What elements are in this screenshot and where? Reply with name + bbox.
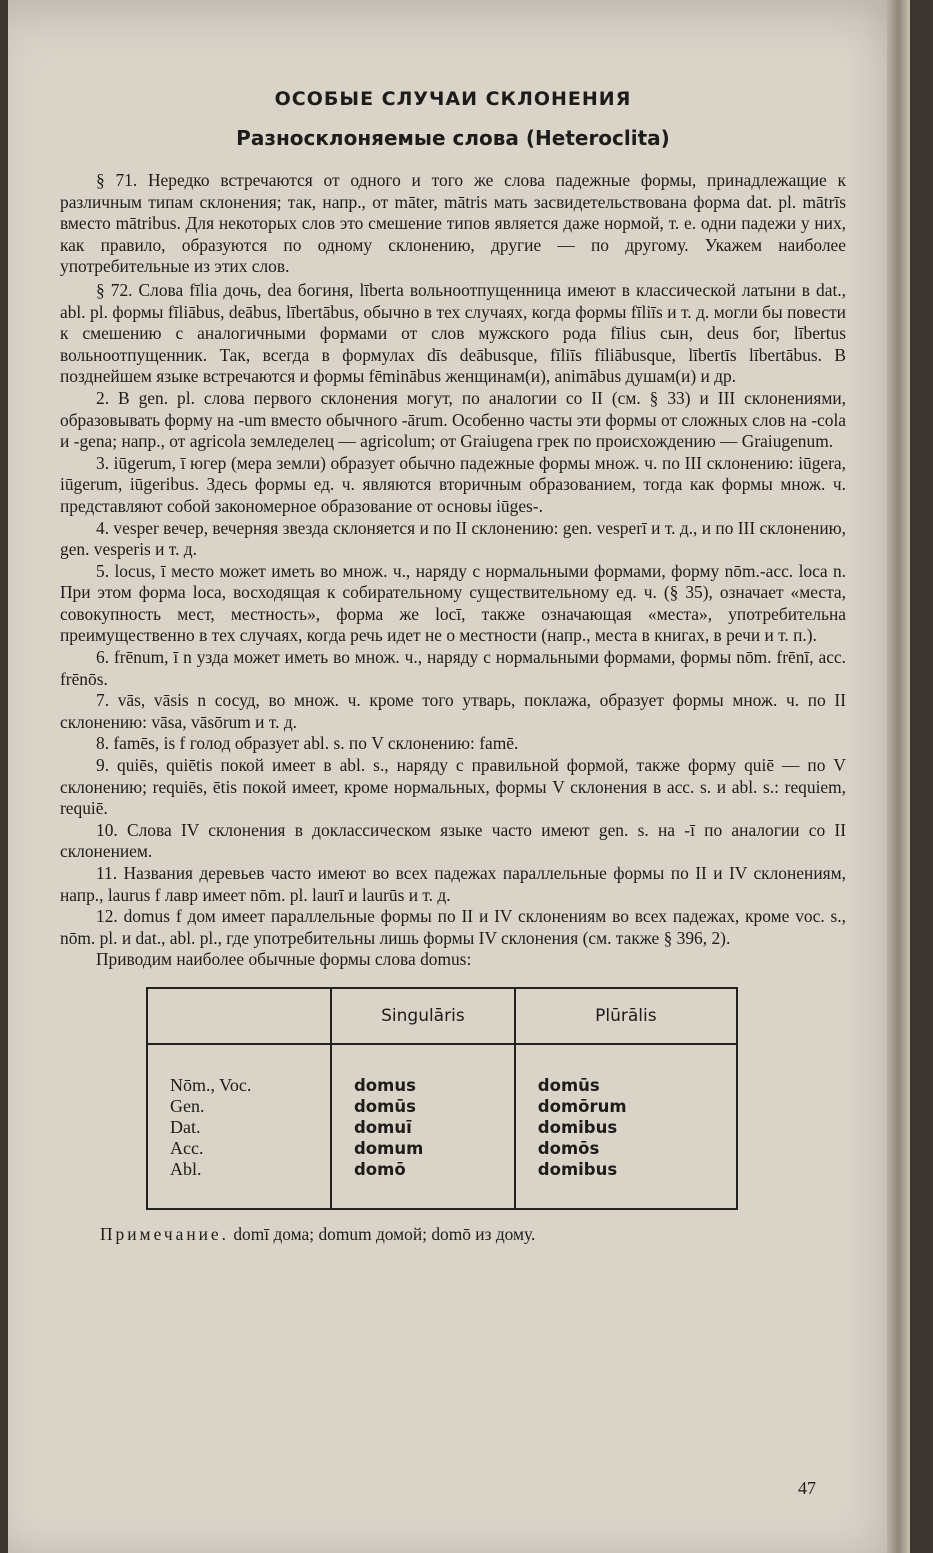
header-pluralis: Plūrālis — [515, 988, 737, 1044]
paragraph-71: § 71. Нередко встречаются от одного и того же слова падежные формы, принадлежащие к различным типам склонения; так, напр., от māter, mātris мать засвидетельствована форма dat. pl. mātrīs вместо mātribus. Для некоторых слов это смешение типов является даже нормой, т. е. одни падежи у них, как правило, образуются по одному склонению, другие — по другому. Укажем наиболее употребительные из этих слов. — [60, 170, 846, 277]
plural-gen: domōrum — [537, 1096, 627, 1116]
singular-nom-voc: domus — [354, 1075, 416, 1095]
paragraph-72-5: 5. locus, ī место может иметь во множ. ч., наряду с нормальными формами, форму nōm.-acc. loca n. При этом форма loca, восходящая к собирательному существительному ед. ч. (§ 35), означает «места, совокупность мест, местность», форма же locī, также означающая «места», употребительна преимущественно в тех случаях, когда речь идет не о местности (напр., места в книгах, в речи и т. п.). — [60, 560, 846, 646]
note-text: domī дома; domum домой; domō из дому. — [233, 1223, 536, 1244]
singular-acc: domum — [354, 1138, 424, 1158]
domus-forms-table-wrapper — [146, 987, 738, 1210]
paragraph-72-3: 3. iūgerum, ī югер (мера земли) образует обычно падежные формы множ. ч. по III склонению: iūgera, iūgerum, iūgeribus. Здесь формы ед. ч. являются вторичным образованием, тогда как формы множ. ч. представляют собой закономерное образование от основы iūges-. — [60, 452, 846, 516]
book-spine — [887, 0, 910, 1553]
case-gen: Gen. — [170, 1095, 205, 1116]
paragraph-72-11: 11. Названия деревьев часто имеют во всех падежах параллельные формы по II и IV склонениям, напр., laurus f лавр имеет nōm. pl. laurī и laurūs и т. д. — [60, 863, 846, 905]
header-singularis: Singulāris — [331, 988, 515, 1044]
paragraph-72-2: 2. В gen. pl. слова первого склонения могут, по аналогии со II (см. § 33) и III склонениями, образовывать форму на -um вместо обычного -ārum. Особенно часты эти формы от сложных слов на -cola и -gena; напр., от agricola земледелец — agricolum; от Graiugena грек по происхождению — Graiugenum. — [60, 387, 846, 452]
chapter-heading: ОСОБЫЕ СЛУЧАИ СКЛОНЕНИЯ — [274, 88, 632, 110]
note-label: Примечание. — [100, 1223, 229, 1244]
domus-forms-table — [146, 987, 738, 1210]
page-number: 47 — [798, 1478, 816, 1498]
case-nom-voc: Nōm., Voc. — [170, 1074, 252, 1095]
case-column — [147, 1044, 331, 1209]
table-intro: Приводим наиболее обычные формы слова domus: — [96, 949, 472, 970]
plural-column — [515, 1044, 737, 1209]
page-content — [60, 88, 846, 1245]
header-empty — [147, 988, 331, 1044]
paragraph-72: § 72. Слова fīlia дочь, dea богиня, līberta вольноотпущенница имеют в классической латыни в dat., abl. pl. формы fīliābus, deābus, lībertābus, обычно в тех случаях, когда формы fīliīs и т. д. могли бы повести к смешению с аналогичными формами от слов мужского рода fīlius сын, deus бог, lībertus вольноотпущенник. Так, всегда в формулах dīs deābusque, fīliīs fīliābusque, lībertīs lībertābus. В позднейшем языке встречаются и формы fēminābus женщинам(и), animābus душам(и) и др. — [60, 279, 846, 387]
paragraph-72-6: 6. frēnum, ī n узда может иметь во множ. ч., наряду с нормальными формами, формы nōm. frēnī, acc. frēnōs. — [60, 647, 846, 689]
case-acc: Acc. — [170, 1137, 204, 1158]
plural-acc: domōs — [537, 1138, 600, 1158]
singular-gen: domūs — [354, 1096, 416, 1116]
singular-abl: domō — [354, 1159, 406, 1179]
plural-nom-voc: domūs — [537, 1075, 600, 1095]
paragraph-72-8: 8. famēs, is f голод образует abl. s. по V склонению: famē. — [96, 733, 519, 754]
paragraph-72-7: 7. vās, vāsis n сосуд, во множ. ч. кроме того утварь, поклажа, образует формы множ. ч. по II склонению: vāsa, vāsōrum и т. д. — [60, 690, 846, 732]
book-page — [8, 0, 910, 1553]
plural-abl: domibus — [537, 1159, 618, 1179]
singular-column — [331, 1044, 515, 1209]
paragraph-72-10: 10. Слова IV склонения в доклассическом языке часто имеют gen. s. на -ī по аналогии со II склонением. — [60, 819, 846, 862]
footnote — [100, 1224, 846, 1245]
paragraph-72-12: 12. domus f дом имеет параллельные формы по II и IV склонениям во всех падежах, кроме voc. s., nōm. pl. и dat., abl. pl., где употребительны лишь формы IV склонения (см. также § 396, 2). — [60, 906, 846, 948]
paragraph-72-9: 9. quiēs, quiētis покой имеет в abl. s., наряду с правильной формой, также форму quiē — по V склонению; requiēs, ētis покой имеет, кроме нормальных, формы V склонения в acc. s. и abl. s.: requiem, requiē. — [60, 755, 846, 819]
singular-dat: domuī — [354, 1117, 412, 1137]
plural-dat: domibus — [537, 1117, 618, 1137]
paragraph-72-4: 4. vesper вечер, вечерняя звезда склоняется и по II склонению: gen. vesperī и т. д., и по III склонению, gen. vesperis и т. д. — [60, 517, 846, 560]
table-header-row — [147, 988, 737, 1044]
table-row — [147, 1044, 737, 1209]
case-dat: Dat. — [170, 1116, 201, 1137]
section-subheading: Разносклоняемые слова (Heteroclita) — [236, 126, 670, 150]
case-abl: Abl. — [170, 1158, 202, 1179]
